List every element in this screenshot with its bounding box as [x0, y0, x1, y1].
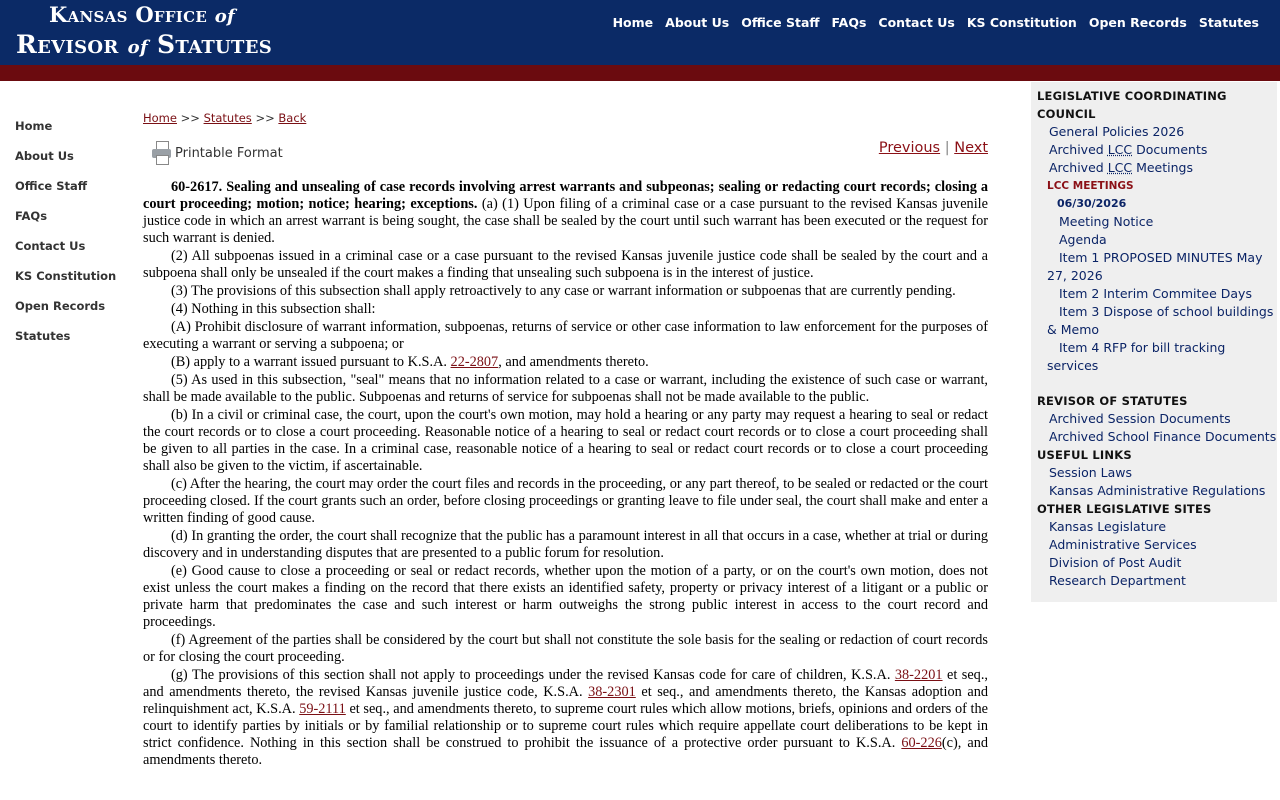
- section-title-other-sites: OTHER LEGISLATIVE SITES: [1037, 502, 1212, 516]
- statute-paragraph-a5: (5) As used in this subsection, "seal" means that no information related to a case or warrant, including the existence of such case or warrant, shall be made available to the public. Subpoenas and returns of service for subpoenas shall not be made available to the public.: [143, 372, 988, 405]
- statute-link-59-2111[interactable]: 59-2111: [299, 701, 346, 717]
- top-nav-statutes[interactable]: Statutes: [1198, 15, 1259, 30]
- link-kansas-legislature[interactable]: Kansas Legislature: [1049, 519, 1167, 534]
- breadcrumb-statutes[interactable]: Statutes: [203, 111, 252, 125]
- meeting-date: 06/30/2026: [1057, 197, 1127, 210]
- top-nav-open-records[interactable]: Open Records: [1088, 15, 1187, 30]
- logo-text: Kansas Office: [49, 2, 208, 27]
- section-title-lcc: LEGISLATIVE COORDINATING COUNCIL: [1037, 89, 1227, 121]
- link-item-1-minutes[interactable]: Item 1 PROPOSED MINUTES May 27, 2026: [1047, 250, 1263, 283]
- statute-paragraph-g: [143, 667, 988, 769]
- statute-link-38-2301[interactable]: 38-2301: [588, 684, 636, 700]
- link-text: Meetings: [1132, 160, 1193, 175]
- statute-paragraph-d: (d) In granting the order, the court shall recognize that the public has a paramount interest in all that occurs in a case, whether at trial or during discovery and in understanding disputes that are presented to a public forum for resolution.: [143, 528, 988, 561]
- left-nav-about-us[interactable]: About Us: [15, 149, 74, 163]
- statute-link-60-226[interactable]: 60-226: [901, 735, 942, 751]
- statute-text-run: (g) The provisions of this section shall not apply to proceedings under the revised Kansas code for care of children, K.S.A.: [171, 667, 895, 683]
- left-nav-statutes[interactable]: Statutes: [15, 329, 71, 343]
- link-archived-school-finance[interactable]: Archived School Finance Documents: [1049, 429, 1277, 444]
- action-row: [143, 140, 988, 175]
- link-administrative-services[interactable]: Administrative Services: [1049, 537, 1197, 552]
- statute-paragraph-c: (c) After the hearing, the court may order the court files and records in the proceeding, or any part thereof, to be sealed or redacted or the court proceeding closed. If the court grants such an order, before closing proceedings or granting leave to file under seal, the court shall make and enter a written finding of good cause.: [143, 476, 988, 526]
- left-nav-contact-us[interactable]: Contact Us: [15, 239, 86, 253]
- statute-paragraph-a4a: (A) Prohibit disclosure of warrant information, subpoenas, returns of service or other case information to law enforcement for the purposes of executing a warrant or serving a subpoena; or: [143, 319, 988, 352]
- printer-icon: [151, 141, 173, 165]
- logo-text: of: [127, 37, 148, 58]
- section-title-revisor: REVISOR OF STATUTES: [1037, 394, 1188, 408]
- site-header: [0, 0, 1280, 65]
- section-title-lcc-meetings: LCC MEETINGS: [1047, 180, 1134, 192]
- statute-text: [143, 179, 988, 769]
- link-research-department[interactable]: Research Department: [1049, 573, 1186, 588]
- link-item-2-interim[interactable]: Item 2 Interim Commitee Days: [1059, 286, 1252, 301]
- left-nav-ks-constitution[interactable]: KS Constitution: [15, 269, 117, 283]
- left-nav-open-records[interactable]: Open Records: [15, 299, 106, 313]
- top-nav-office-staff[interactable]: Office Staff: [741, 15, 820, 30]
- statute-paragraph-b: (b) In a civil or criminal case, the court, upon the court's own motion, may hold a hearing or any party may request a hearing to seal or redact the court records or to close a court proceeding. Reasonable notice of a hearing to seal or redact court records or to close a court proceeding shall be given to all parties in the case. In a criminal case, reasonable notice of a hearing to seal or redact court records or to close a court proceeding shall also be given to the victim, if ascertainable.: [143, 407, 988, 474]
- link-agenda[interactable]: Agenda: [1059, 232, 1107, 247]
- logo-text: Revisor: [16, 30, 119, 59]
- left-nav: [15, 119, 135, 359]
- statute-text-run: et seq., and amendments thereto, the revised Kansas juvenile justice code, K.S.A.: [143, 667, 988, 700]
- link-text: Archived: [1049, 142, 1108, 157]
- lcc-abbr: LCC: [1107, 142, 1133, 157]
- breadcrumb-separator: >>: [176, 111, 204, 125]
- top-nav-home[interactable]: Home: [612, 15, 654, 30]
- statute-text-run: , and amendments thereto.: [498, 354, 649, 370]
- link-session-laws[interactable]: Session Laws: [1049, 465, 1133, 480]
- link-text: Documents: [1132, 142, 1208, 157]
- section-title-useful-links: USEFUL LINKS: [1037, 448, 1132, 462]
- lcc-abbr: LCC: [1107, 160, 1133, 175]
- statute-text-run: et seq., and amendments thereto, the Kansas adoption and relinquishment act, K.S.A.: [143, 684, 988, 717]
- statute-paragraph-a1: [143, 179, 988, 247]
- top-nav-faqs[interactable]: FAQs: [831, 15, 867, 30]
- link-archived-lcc-meetings[interactable]: [1049, 160, 1193, 175]
- printable-format-label: Printable Format: [175, 145, 283, 161]
- header-accent-bar: [0, 65, 1280, 81]
- statute-text-run: (B) apply to a warrant issued pursuant to K.S.A.: [171, 354, 451, 370]
- link-item-4-rfp[interactable]: Item 4 RFP for bill tracking services: [1047, 340, 1226, 373]
- breadcrumb: [143, 111, 988, 125]
- logo-text: Statutes: [157, 30, 273, 59]
- link-archived-lcc-documents[interactable]: [1049, 142, 1207, 157]
- top-nav-contact-us[interactable]: Contact Us: [878, 15, 955, 30]
- statute-link-38-2201[interactable]: 38-2201: [894, 667, 943, 683]
- link-kansas-admin-regulations[interactable]: Kansas Administrative Regulations: [1049, 483, 1266, 498]
- statute-paragraph-a4b: [143, 354, 988, 371]
- breadcrumb-separator: >>: [251, 111, 279, 125]
- left-nav-office-staff[interactable]: Office Staff: [15, 179, 88, 193]
- printable-format-link[interactable]: [151, 141, 283, 165]
- pager-separator: |: [940, 140, 955, 156]
- statute-paragraph-a2: (2) All subpoenas issued in a criminal case or a case pursuant to the revised Kansas juvenile justice code shall be sealed by the court and a subpoena shall only be unsealed if the court makes a finding that unsealing such subpoena is in the interest of justice.: [143, 248, 988, 281]
- left-nav-home[interactable]: Home: [15, 119, 53, 133]
- right-sidebar: [1031, 82, 1277, 602]
- link-text: Archived: [1049, 160, 1108, 175]
- next-link[interactable]: Next: [954, 140, 988, 156]
- statute-paragraph-f: (f) Agreement of the parties shall be considered by the court but shall not constitute the sole basis for the sealing or redaction of court records or for closing the court proceeding.: [143, 632, 988, 665]
- pager: [879, 140, 988, 156]
- top-nav-about-us[interactable]: About Us: [665, 15, 730, 30]
- top-nav-ks-constitution[interactable]: KS Constitution: [966, 15, 1077, 30]
- previous-link[interactable]: Previous: [878, 140, 941, 156]
- statute-paragraph-e: (e) Good cause to close a proceeding or seal or redact records, whether upon the motion of a party, or on the court's own motion, does not exist unless the court makes a finding on the record that there exists an identified safety, property or privacy interest of a litigant or a public or private harm that predominates the case and such interest or harm outweighs the strong public interest in access to the court record and proceedings.: [143, 563, 988, 630]
- site-logo[interactable]: [16, 2, 272, 63]
- statute-text-run: et seq., and amendments thereto, to supreme court rules which allow motions, briefs, opinions and orders of the court to identify parties by initials or by familial relationship or to supreme court rules which require appellate court deliberations to be kept in strict confidence. Nothing in this section shall be construed to prohibit the issuance of a protective order pursuant to K.S.A.: [143, 701, 988, 751]
- link-meeting-notice[interactable]: Meeting Notice: [1059, 214, 1154, 229]
- link-post-audit[interactable]: Division of Post Audit: [1049, 555, 1182, 570]
- statute-text-run: (a) (1) Upon filing of a criminal case or a case pursuant to the revised Kansas juvenile justice code in which an arrest warrant is being sought, the case shall be sealed by the court until such warrant has been executed or the request for such warrant is denied.: [143, 196, 988, 246]
- statute-paragraph-a4: (4) Nothing in this subsection shall:: [171, 301, 376, 317]
- link-general-policies[interactable]: General Policies 2026: [1049, 124, 1185, 139]
- statute-text-run: (c), and amendments thereto.: [143, 735, 988, 768]
- statute-paragraph-a3: (3) The provisions of this subsection shall apply retroactively to any case or warrant information or subpoenas that are currently pending.: [171, 283, 956, 299]
- link-archived-session-documents[interactable]: Archived Session Documents: [1049, 411, 1231, 426]
- statute-link-22-2807[interactable]: 22-2807: [450, 354, 499, 370]
- left-nav-faqs[interactable]: FAQs: [15, 209, 48, 223]
- breadcrumb-home[interactable]: Home: [143, 111, 177, 125]
- main-content: [143, 111, 988, 770]
- breadcrumb-back[interactable]: Back: [278, 111, 307, 125]
- link-item-3-dispose[interactable]: Item 3 Dispose of school buildings & Memo: [1047, 304, 1274, 337]
- statute-heading: 60-2617. Sealing and unsealing of case records involving arrest warrants and subpeonas; sealing or redacting court records; closing a court proceeding; motion; notice; hearing; exceptions.: [143, 179, 988, 212]
- top-nav: [601, 15, 1259, 30]
- logo-text: of: [214, 6, 236, 27]
